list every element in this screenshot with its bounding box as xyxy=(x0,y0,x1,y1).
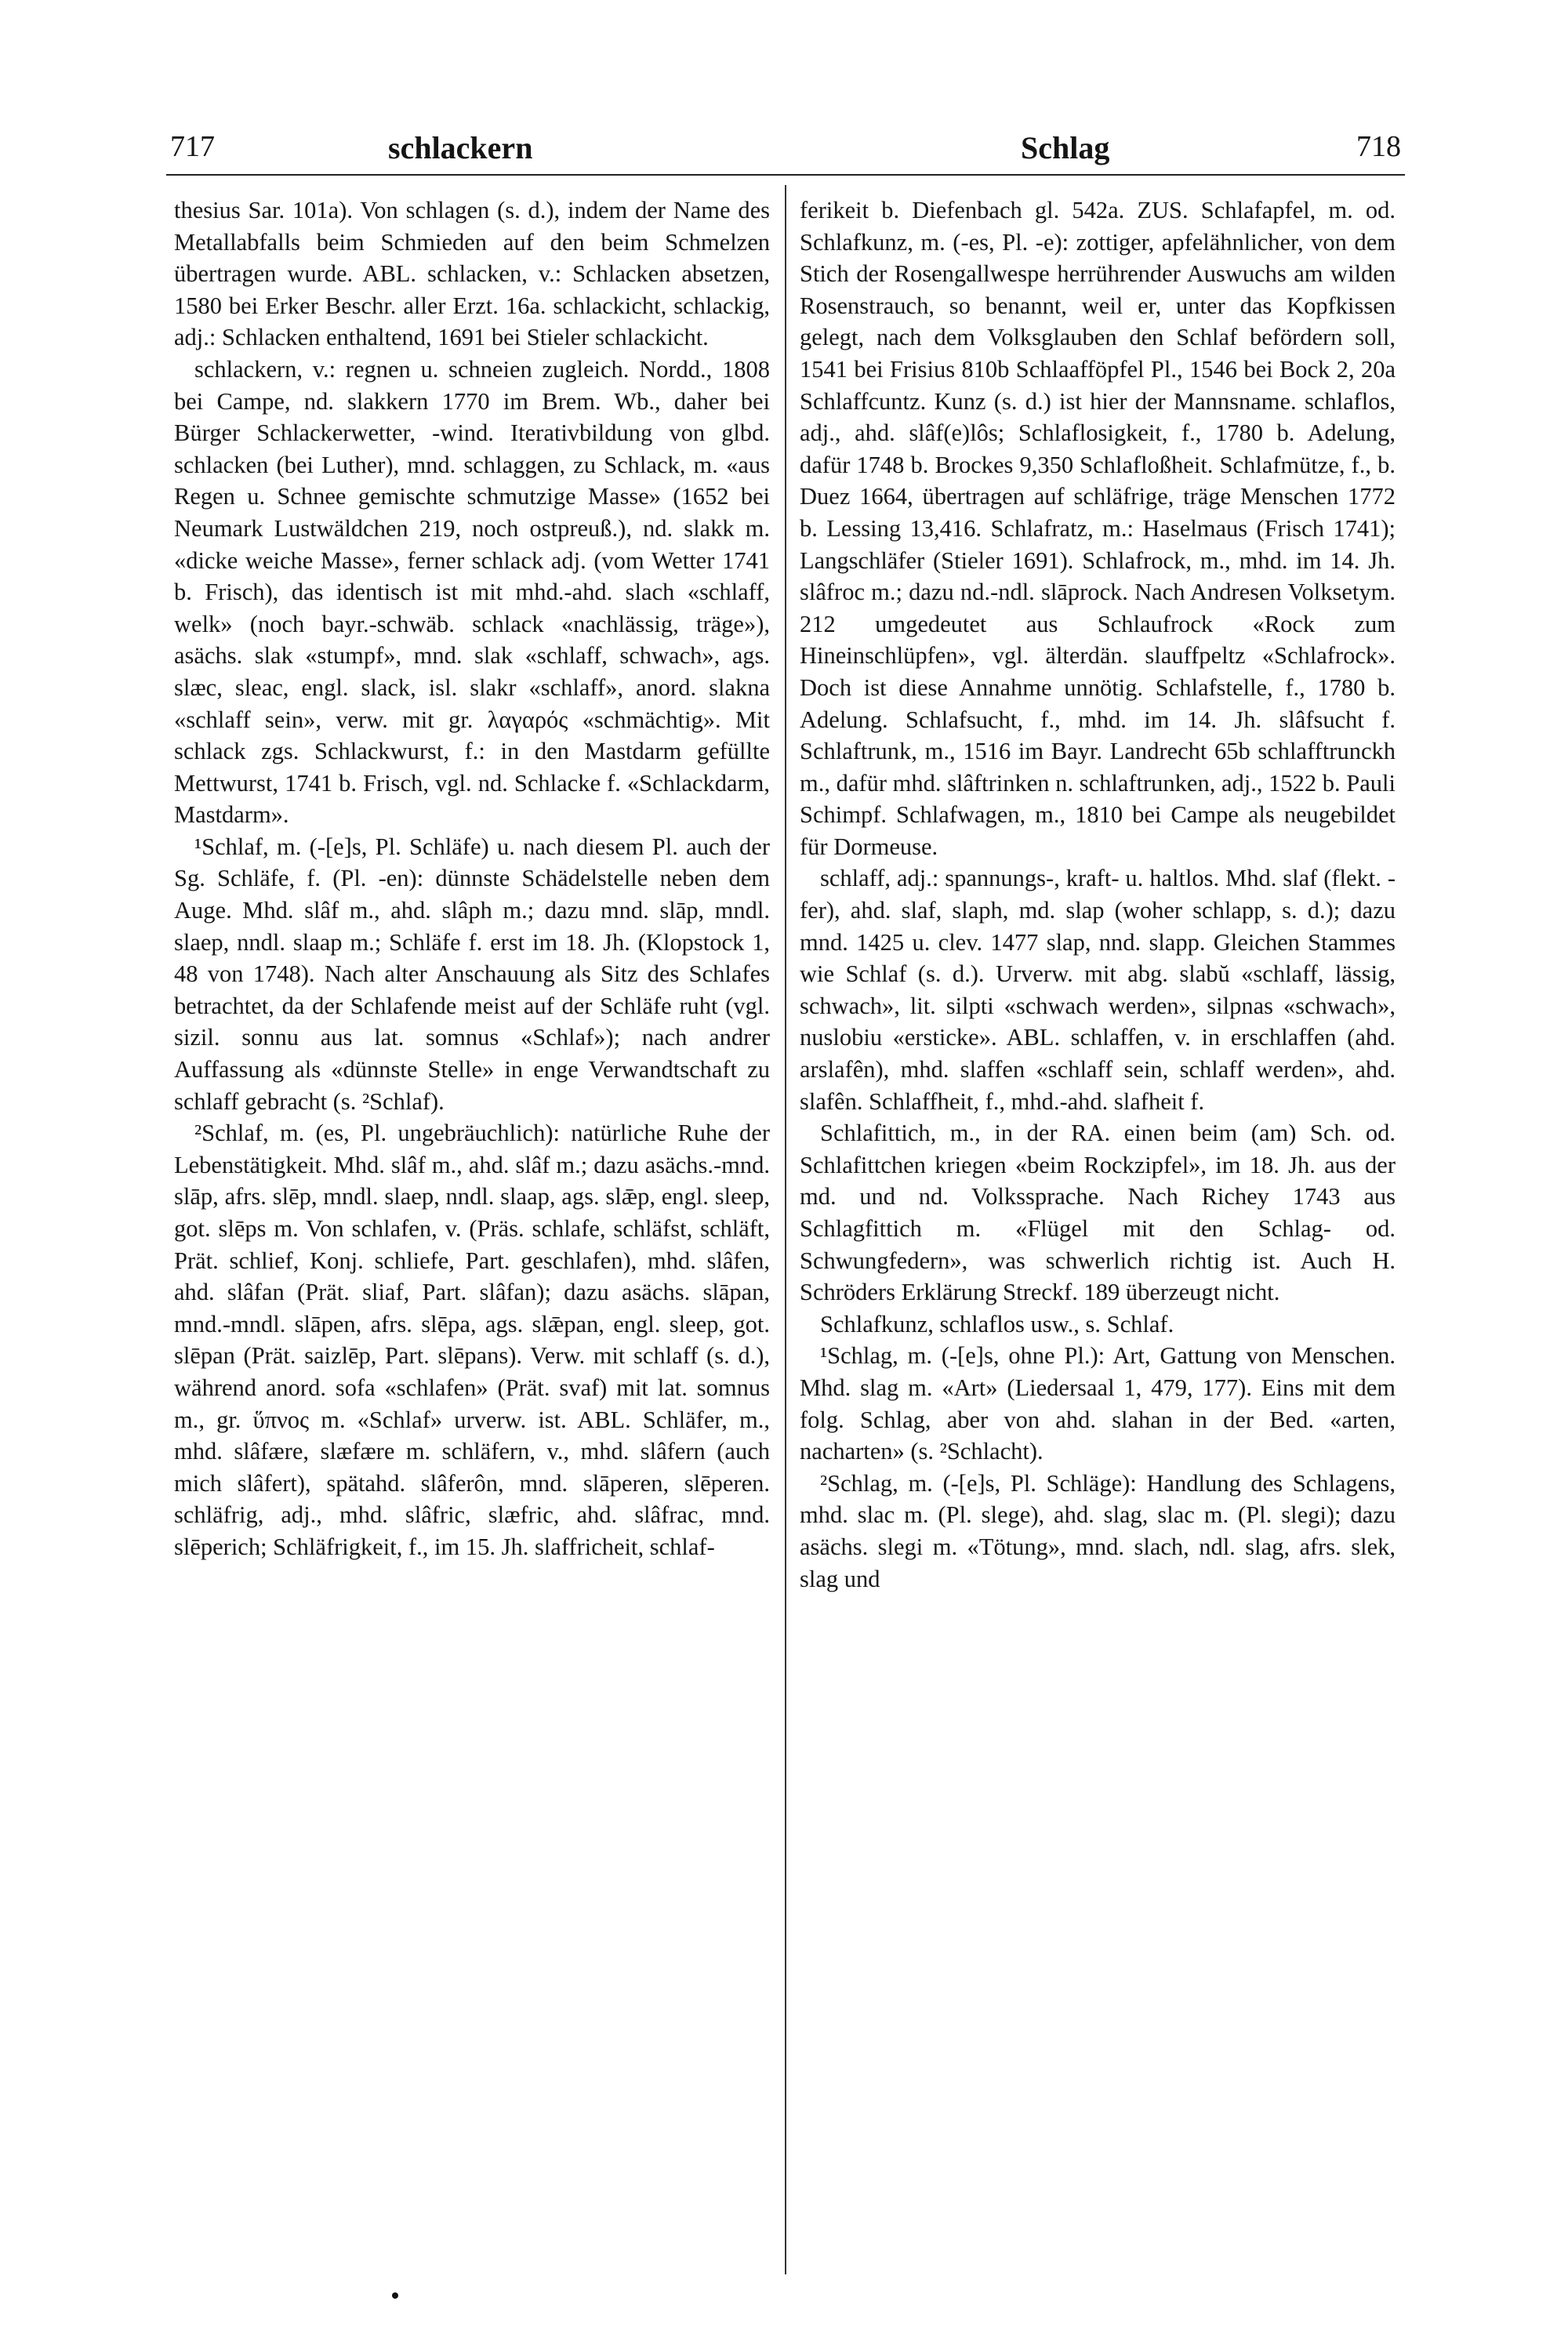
entry-schlaff: schlaff, adj.: spannungs-, kraft- u. haltlos. Mhd. slaf (flekt. -fer), ahd. slaf, slaph, md. slap (woher schlapp, s. d.); dazu mnd. 1425 u. clev. 1477 slap, nnd. slapp. Gleichen Stammes wie Schlaf (s. d.). Urverw. mit abg. slabŭ «schlaff, lässig, schwach», lit. silpti «schwach werden», silpnas «schwach», nuslobiu «ersticke». ABL. schlaffen, v. in erschlaffen (ahd. arslafên), mhd. slaffen «schlaff sein, schlaff werden», ahd. slafên. Schlaffheit, f., mhd.-ahd. slafheit f. xyxy=(800,865,1396,1115)
running-headword-right: Schlag xyxy=(1021,130,1110,165)
entry-schlag-2: ²Schlag, m. (-[e]s, Pl. Schläge): Handlung des Schlagens, mhd. slac m. (Pl. slege), ahd. slag, slac m. (Pl. slegi); dazu asächs. slegi m. «Tötung», mnd. slach, ndl. slag, afrs. slek, slag und xyxy=(800,1469,1396,1592)
entry-schlaf-1: ¹Schlaf, m. (-[e]s, Pl. Schläfe) u. nach diesem Pl. auch der Sg. Schläfe, f. (Pl. -en): dünnste Schädelstelle neben dem Auge. Mhd. slâf m., ahd. slâph m.; dazu mnd. slāp, mndl. slaep, nndl. slaap m.; Schläfe f. erst im 18. Jh. (Klopstock 1, 48 von 1748). Nach alter Anschauung als Sitz des Schlafes betrachtet, da der Schlafende meist auf der Schläfe ruht (vgl. sizil. sonnu aus lat. somnus «Schlaf»); nach andrer Auffassung als «dünnste Stelle» in enge Verwandtschaft zu schlaff gebracht (s. ²Schlaf). xyxy=(174,833,770,1115)
page-header xyxy=(161,129,1407,176)
entry-schlafkunz: Schlafkunz, schlaflos usw., s. Schlaf. xyxy=(820,1310,1174,1338)
paragraph: thesius Sar. 101a). Von schlagen (s. d.), indem der Name des Metallabfalls beim Schmieden auf den beim Schmelzen übertragen wurde. ABL. schlacken, v.: Schlacken absetzen, 1580 bei Erker Beschr. aller Erzt. 16a. schlackicht, schlackig, adj.: Schlacken enthaltend, 1691 bei Stieler schlackicht. xyxy=(174,197,770,351)
entry-schlafittich: Schlafittich, m., in der RA. einen beim (am) Sch. od. Schlafittchen kriegen «beim Rockzipfel», im 18. Jh. aus der md. und nd. Volkssprache. Nach Richey 1743 aus Schlagfittich m. «Flügel mit den Schlag- od. Schwungfedern», was schwerlich richtig ist. Auch H. Schröders Erklärung Streckf. 189 überzeugt nicht. xyxy=(800,1120,1396,1306)
entry-schlaf-2: ²Schlaf, m. (es, Pl. ungebräuchlich): natürliche Ruhe der Lebenstätigkeit. Mhd. slâf m., ahd. slâf m.; dazu asächs.-mnd. slāp, afrs. slēp, mndl. slaep, nndl. slaap, ags. slǣp, engl. sleep, got. slēps m. Von schlafen, v. (Präs. schlafe, schläfst, schläft, Prät. schlief, Konj. schliefe, Part. geschlafen), mhd. slâfen, ahd. slâfan (Prät. sliaf, Part. slâfan); dazu asächs. slāpan, mnd.-mndl. slāpen, afrs. slēpa, ags. slǣpan, engl. sleep, got. slēpan (Prät. saizlēp, Part. slēpans). Verw. mit schlaff (s. d.), während anord. sofa «schlafen» (Prät. svaf) mit lat. somnus m., gr. ὕπνος m. «Schlaf» urverw. ist. ABL. Schläfer, m., mhd. slâfære, slæfære m. schläfern, v., mhd. slâfern (auch mich slâfert), spätahd. slâferôn, mnd. slāperen, slēperen. schläfrig, adj., mhd. slâfric, slæfric, ahd. slâfrac, mnd. slēperich; Schläfrigkeit, f., im 15. Jh. slaffricheit, schlaf- xyxy=(174,1120,770,1560)
entry-schlackern: schlackern, v.: regnen u. schneien zugleich. Nordd., 1808 bei Campe, nd. slakkern 1770 im Brem. Wb., daher bei Bürger Schlackerwetter, -wind. Iterativbildung von glbd. schlacken (bei Luther), mnd. schlaggen, zu Schlack, m. «aus Regen u. Schnee gemischte schmutzige Masse» (1652 bei Neumark Lustwäldchen 219, noch ostpreuß.), nd. slakk m. «dicke weiche Masse», ferner schlack adj. (vom Wetter 1741 b. Frisch), das identisch ist mit mhd.-ahd. slach «schlaff, welk» (noch bayr.-schwäb. schlack «nachlässig, träge»), asächs. slak «stumpf», mnd. slak «schlaff, schwach», ags. slæc, sleac, engl. slack, isl. slakr «schlaff», anord. slakna «schlaff sein», verw. mit gr. λαγαρός «schmächtig». Mit schlack zgs. Schlackwurst, f.: in den Mastdarm gefüllte Mettwurst, 1741 b. Frisch, vgl. nd. Schlacke f. «Schlackdarm, Mastdarm». xyxy=(174,355,770,829)
running-headword-left: schlackern xyxy=(388,130,533,165)
left-column xyxy=(174,194,770,1563)
printer-mark-dot xyxy=(392,2292,398,2299)
page-number-right: 718 xyxy=(1356,130,1401,163)
right-column xyxy=(800,194,1396,1595)
paragraph: ferikeit b. Diefenbach gl. 542a. ZUS. Schlafapfel, m. od. Schlafkunz, m. (-es, Pl. -e): zottiger, apfelähnlicher, von dem Stich der Rosengallwespe herrührender Auswuchs am wilden Rosenstrauch, so benannt, weil er, unter das Kopfkissen gelegt, nach dem Volksglauben den Schlaf befördern soll, 1541 bei Frisius 810b Schlaafföpfel Pl., 1546 bei Bock 2, 20a Schlaffcuntz. Kunz (s. d.) ist hier der Mannsname. schlaflos, adj., ahd. slâf(e)lôs; Schlaflosigkeit, f., 1780 b. Adelung, dafür 1748 b. Brockes 9,350 Schlafloßheit. Schlafmütze, f., b. Duez 1664, übertragen auf schläfrige, träge Menschen 1772 b. Lessing 13,416. Schlafratz, m.: Haselmaus (Frisch 1741); Langschläfer (Stieler 1691). Schlafrock, m., mhd. im 14. Jh. slâfroc m.; dazu nd.-ndl. slāprock. Nach Andresen Volksetym. 212 umgedeutet aus Schlaufrock «Rock zum Hineinschlüpfen», vgl. älterdän. slauffpeltz «Schlafrock». Doch ist diese Annahme unnötig. Schlafstelle, f., 1780 b. Adelung. Schlafsucht, f., mhd. im 14. Jh. slâfsucht f. Schlaftrunk, m., 1516 im Bayr. Landrecht 65b schlafftrunckh m., dafür mhd. slâftrinken n. schlaftrunken, adj., 1522 b. Pauli Schimpf. Schlafwagen, m., 1810 bei Campe als neugebildet für Dormeuse. xyxy=(800,197,1396,860)
header-rule xyxy=(166,174,1405,176)
page-number-left: 717 xyxy=(170,130,215,163)
entry-schlag-1: ¹Schlag, m. (-[e]s, ohne Pl.): Art, Gattung von Menschen. Mhd. slag m. «Art» (Liedersaal 1, 479, 177). Eins mit dem folg. Schlag, aber von ahd. slahan in der Bed. «arten, nacharten» (s. ²Schlacht). xyxy=(800,1342,1396,1465)
column-divider xyxy=(785,185,786,2274)
